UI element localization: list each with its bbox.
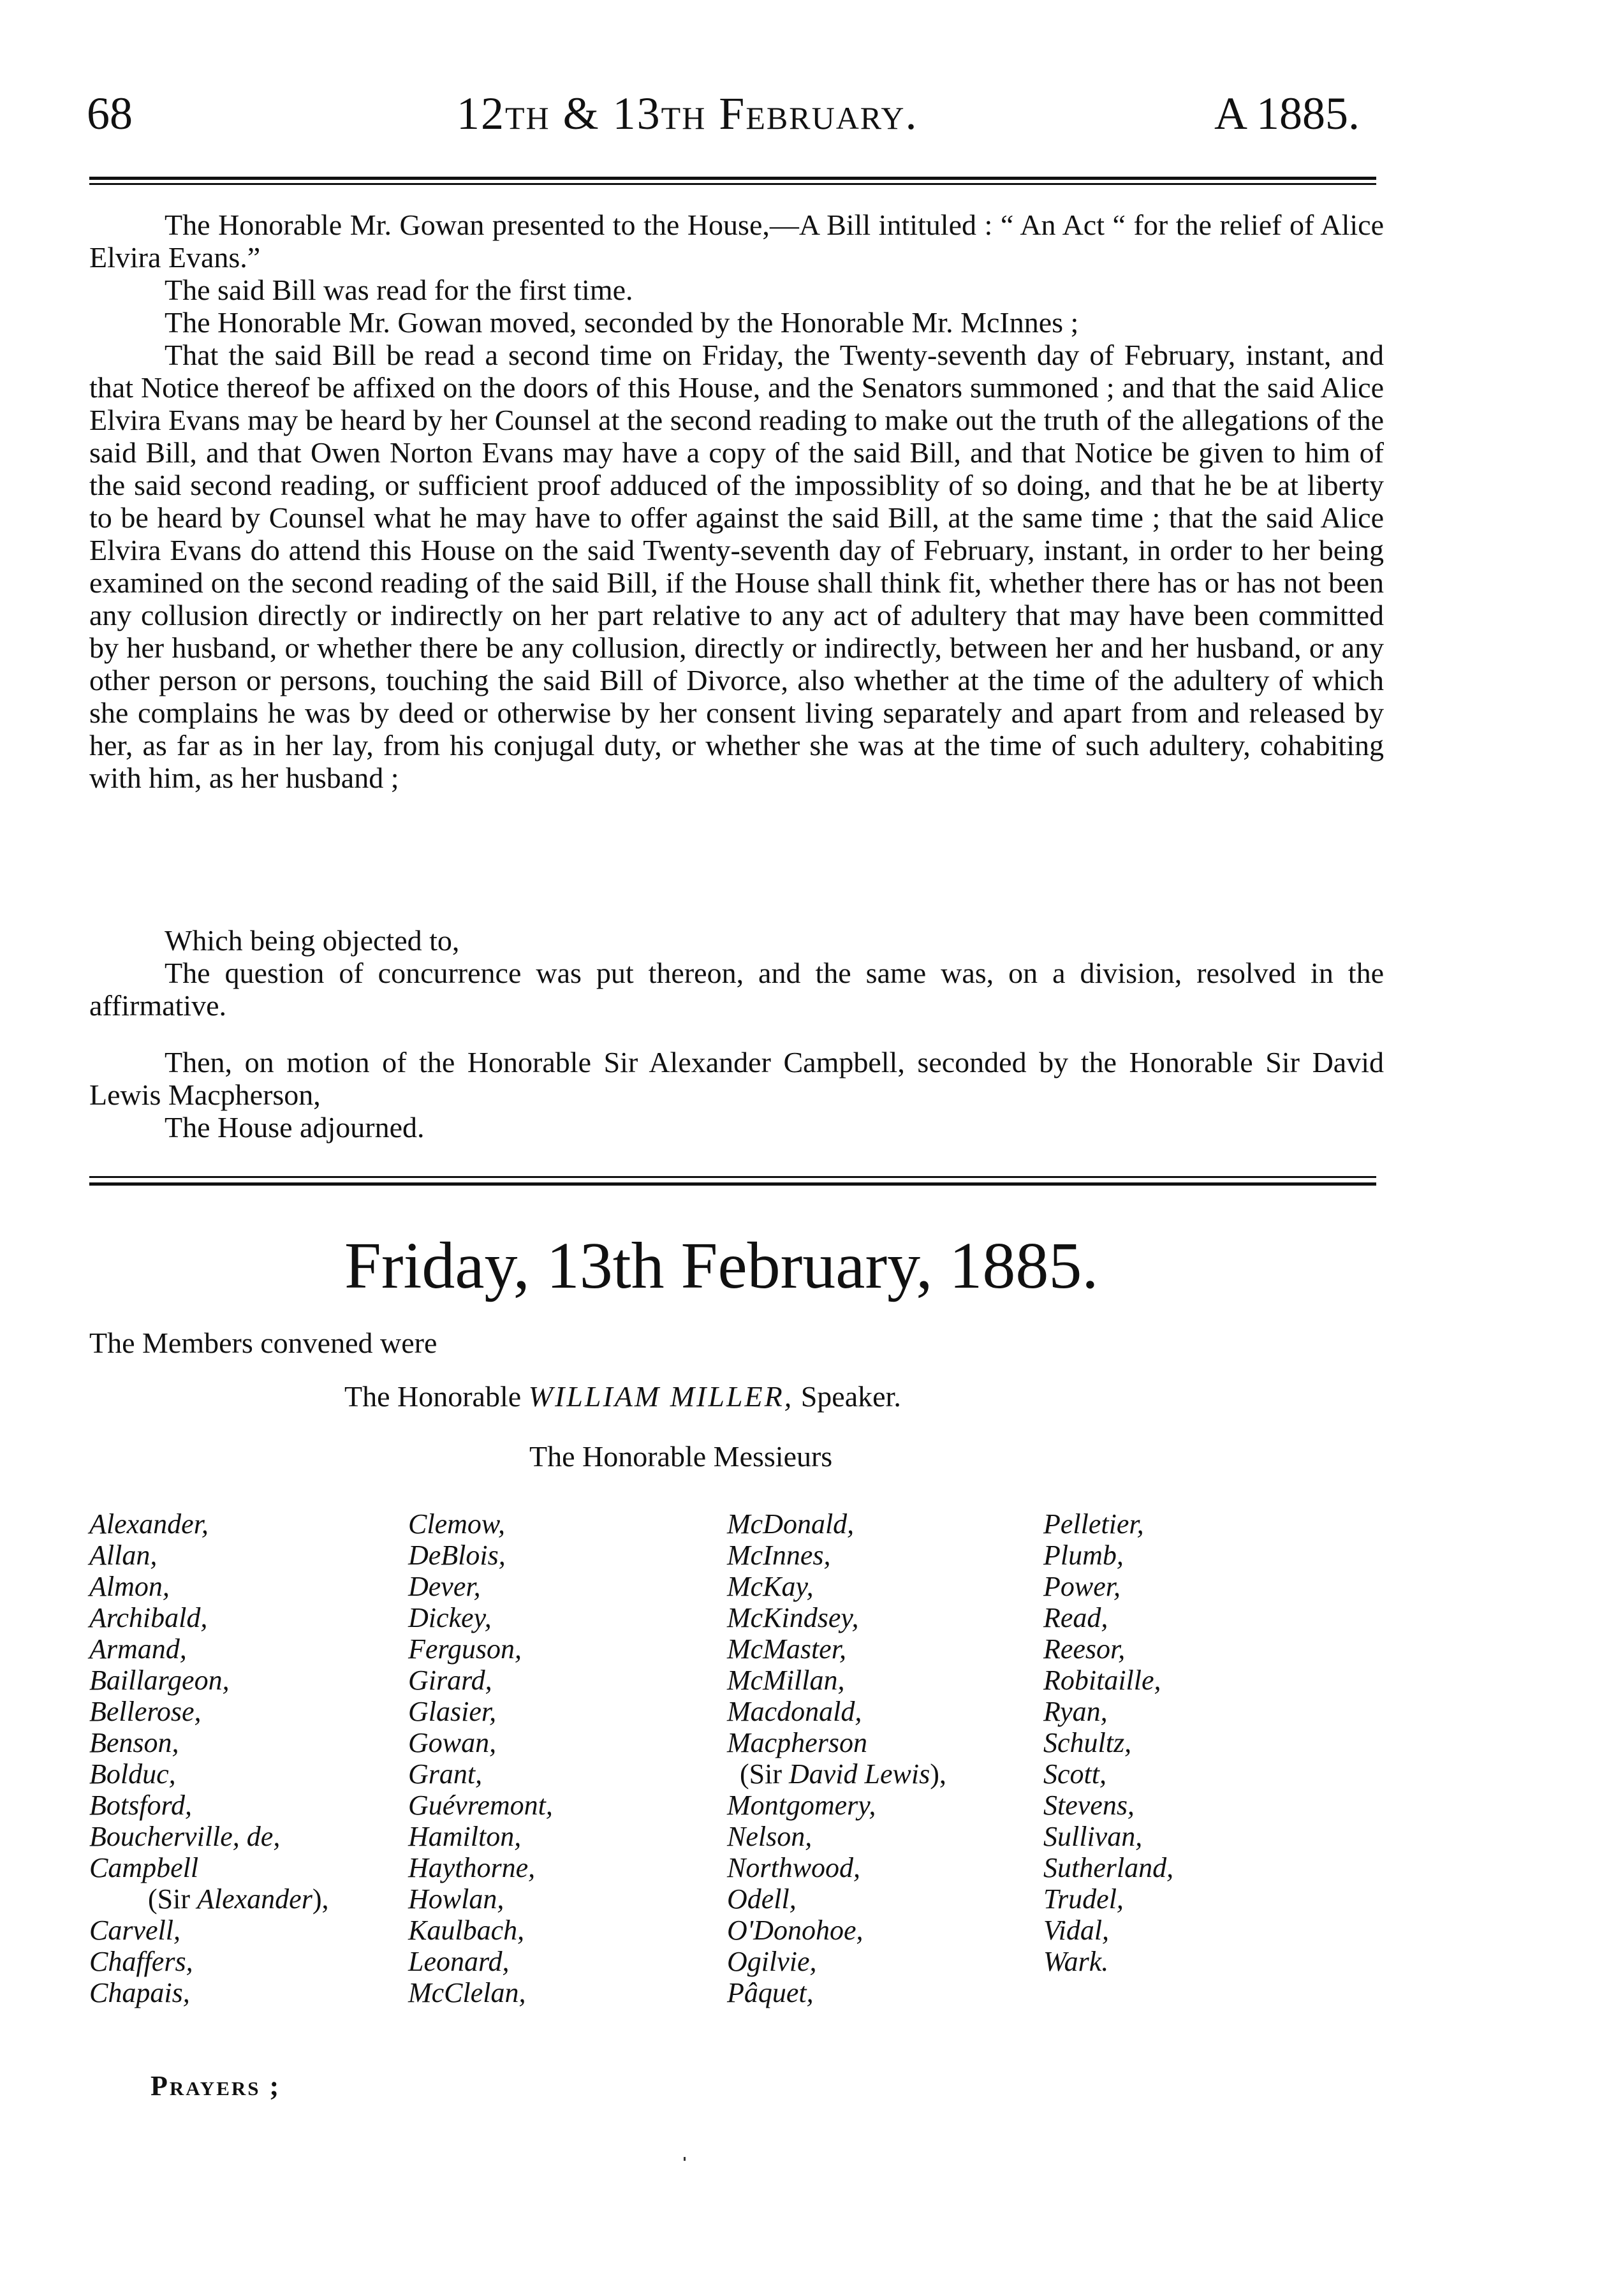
top-rule-thin (89, 183, 1376, 185)
running-head-year: A 1885. (1214, 88, 1360, 139)
paragraph-division: The question of concurrence was put thereon, and the same was, on a division, resolved in the affirmative. (89, 957, 1384, 1022)
member-name: Girard, (408, 1665, 492, 1696)
paragraph-objection: Which being objected to, (165, 924, 460, 957)
member-name: Nelson, (727, 1821, 812, 1852)
member-name: Vidal, (1043, 1915, 1110, 1946)
paragraph-motion: The Honorable Mr. Gowan moved, seconded by the Honorable Mr. McInnes ; (165, 306, 1079, 339)
member-name: Benson, (89, 1727, 179, 1758)
member-name: Guévremont, (408, 1790, 553, 1821)
paragraph-bill-presented: The Honorable Mr. Gowan presented to the House,—A Bill intituled : “ An Act “ for the relief of Alice Elvira Evans.” (89, 209, 1384, 274)
member-name: Ryan, (1043, 1696, 1108, 1727)
catchword: Prayers ; (151, 2070, 281, 2101)
member-name: Wark. (1043, 1946, 1109, 1977)
print-speck (684, 2157, 686, 2161)
member-name: McKindsey, (727, 1602, 859, 1633)
member-name: Ferguson, (408, 1633, 522, 1665)
member-name: Ogilvie, (727, 1946, 817, 1977)
member-name: Chaffers, (89, 1946, 193, 1977)
member-name: Glasier, (408, 1696, 497, 1727)
paragraph-resolution: That the said Bill be read a second time on Friday, the Twenty-seventh day of February, instant, and that Notice thereof be affixed on the doors of this House, and the Senators summoned ; and that the said Alice Elvira Evans may be heard by her Counsel at the second reading to make out the truth of the allegations of the said Bill, and that Owen Norton Evans may have a copy of the said Bill, and that Notice be given to him of the said second reading, or sufficient proof adduced of the impossiblity of so doing, and that he be at liberty to be heard by Counsel what he may have to offer against the said Bill, at the same time ; that the said Alice Elvira Evans do attend this House on the said Twenty-seventh day of February, instant, in order to her being examined on the second reading of the said Bill, if the House shall think fit, whether there has or has not been any collusion directly or indirectly on her part relative to any act of adultery that may have been committed by her husband, or whether there be any collusion, directly or indirectly, between her and her husband, or any other person or persons, touching the said Bill of Divorce, also whether at the time of the adultery of which she complains he was by deed or otherwise by her consent living separately and apart from and released by her, as far as in her lay, from his conjugal duty, or whether she was at the time of such adultery, cohabiting with him, as her husband ; (89, 339, 1384, 794)
paragraph-adjournment-motion: Then, on motion of the Honorable Sir Alexander Campbell, seconded by the Honorable Sir David Lewis Macpherson, (89, 1046, 1384, 1111)
member-name: Allan, (89, 1540, 158, 1571)
member-name: Grant, (408, 1758, 483, 1790)
members-column-3 (727, 1508, 946, 2008)
paragraph-first-reading: The said Bill was read for the first time. (165, 274, 633, 306)
member-name: Hamilton, (408, 1821, 522, 1852)
member-name: Dever, (408, 1571, 481, 1602)
member-name: Campbell (89, 1852, 199, 1883)
speaker-title: Speaker. (800, 1380, 901, 1413)
running-head-date: 12th & 13th February. (457, 88, 918, 139)
date-heading: Friday, 13th February, 1885. (344, 1229, 1099, 1302)
member-name: Kaulbach, (408, 1915, 525, 1946)
member-name: Bolduc, (89, 1758, 176, 1790)
member-name: Clemow, (408, 1508, 505, 1540)
member-name: McDonald, (727, 1508, 855, 1540)
member-name: Haythorne, (408, 1852, 536, 1883)
page-number: 68 (87, 88, 133, 139)
member-name: Macdonald, (727, 1696, 862, 1727)
member-name: Almon, (89, 1571, 170, 1602)
messieurs-line: The Honorable Messieurs (529, 1440, 833, 1473)
member-name: Chapais, (89, 1977, 190, 2008)
members-column-1 (89, 1508, 328, 2008)
member-name: Leonard, (408, 1946, 510, 1977)
member-name: Power, (1043, 1571, 1121, 1602)
member-name-qualifier: (Sir David Lewis), (740, 1758, 946, 1790)
member-name: Robitaille, (1043, 1665, 1161, 1696)
member-name: Reesor, (1043, 1633, 1126, 1665)
paragraph-adjourned: The House adjourned. (165, 1111, 425, 1144)
member-name: Dickey, (408, 1602, 492, 1633)
member-name: Northwood, (727, 1852, 861, 1883)
member-name: McMaster, (727, 1633, 846, 1665)
member-name: O'Donohoe, (727, 1915, 863, 1946)
section-rule (89, 1182, 1376, 1186)
member-name-qualifier: (Sir Alexander), (148, 1883, 329, 1915)
member-name: Trudel, (1043, 1883, 1124, 1915)
members-convened: The Members convened were (89, 1327, 437, 1359)
member-name: Carvell, (89, 1915, 180, 1946)
member-name: McMillan, (727, 1665, 845, 1696)
member-name: DeBlois, (408, 1540, 506, 1571)
member-name: Pâquet, (727, 1977, 814, 2008)
member-name: Stevens, (1043, 1790, 1135, 1821)
speaker-prefix: The Honorable (344, 1380, 522, 1413)
member-name: Gowan, (408, 1727, 497, 1758)
member-name: Sutherland, (1043, 1852, 1174, 1883)
member-name: Sullivan, (1043, 1821, 1143, 1852)
member-name: Howlan, (408, 1883, 504, 1915)
top-rule (89, 177, 1376, 180)
section-rule-thin (89, 1176, 1376, 1178)
members-column-4 (1043, 1508, 1173, 1977)
member-name: Baillargeon, (89, 1665, 230, 1696)
member-name: Alexander, (89, 1508, 209, 1540)
member-name: Montgomery, (727, 1790, 876, 1821)
members-column-2 (408, 1508, 553, 2008)
member-name: Botsford, (89, 1790, 192, 1821)
member-name: Plumb, (1043, 1540, 1124, 1571)
member-name: Boucherville, de, (89, 1821, 281, 1852)
member-name: Scott, (1043, 1758, 1106, 1790)
member-name: Odell, (727, 1883, 797, 1915)
member-name: McKay, (727, 1571, 814, 1602)
member-name: Archibald, (89, 1602, 208, 1633)
member-name: Macpherson (727, 1727, 867, 1758)
member-name: Bellerose, (89, 1696, 202, 1727)
speaker-name: WILLIAM MILLER, (528, 1380, 794, 1413)
member-name: Schultz, (1043, 1727, 1132, 1758)
speaker-line (344, 1380, 901, 1413)
member-name: Read, (1043, 1602, 1108, 1633)
member-name: McClelan, (408, 1977, 526, 2008)
member-name: Pelletier, (1043, 1508, 1144, 1540)
member-name: Armand, (89, 1633, 187, 1665)
member-name: McInnes, (727, 1540, 831, 1571)
